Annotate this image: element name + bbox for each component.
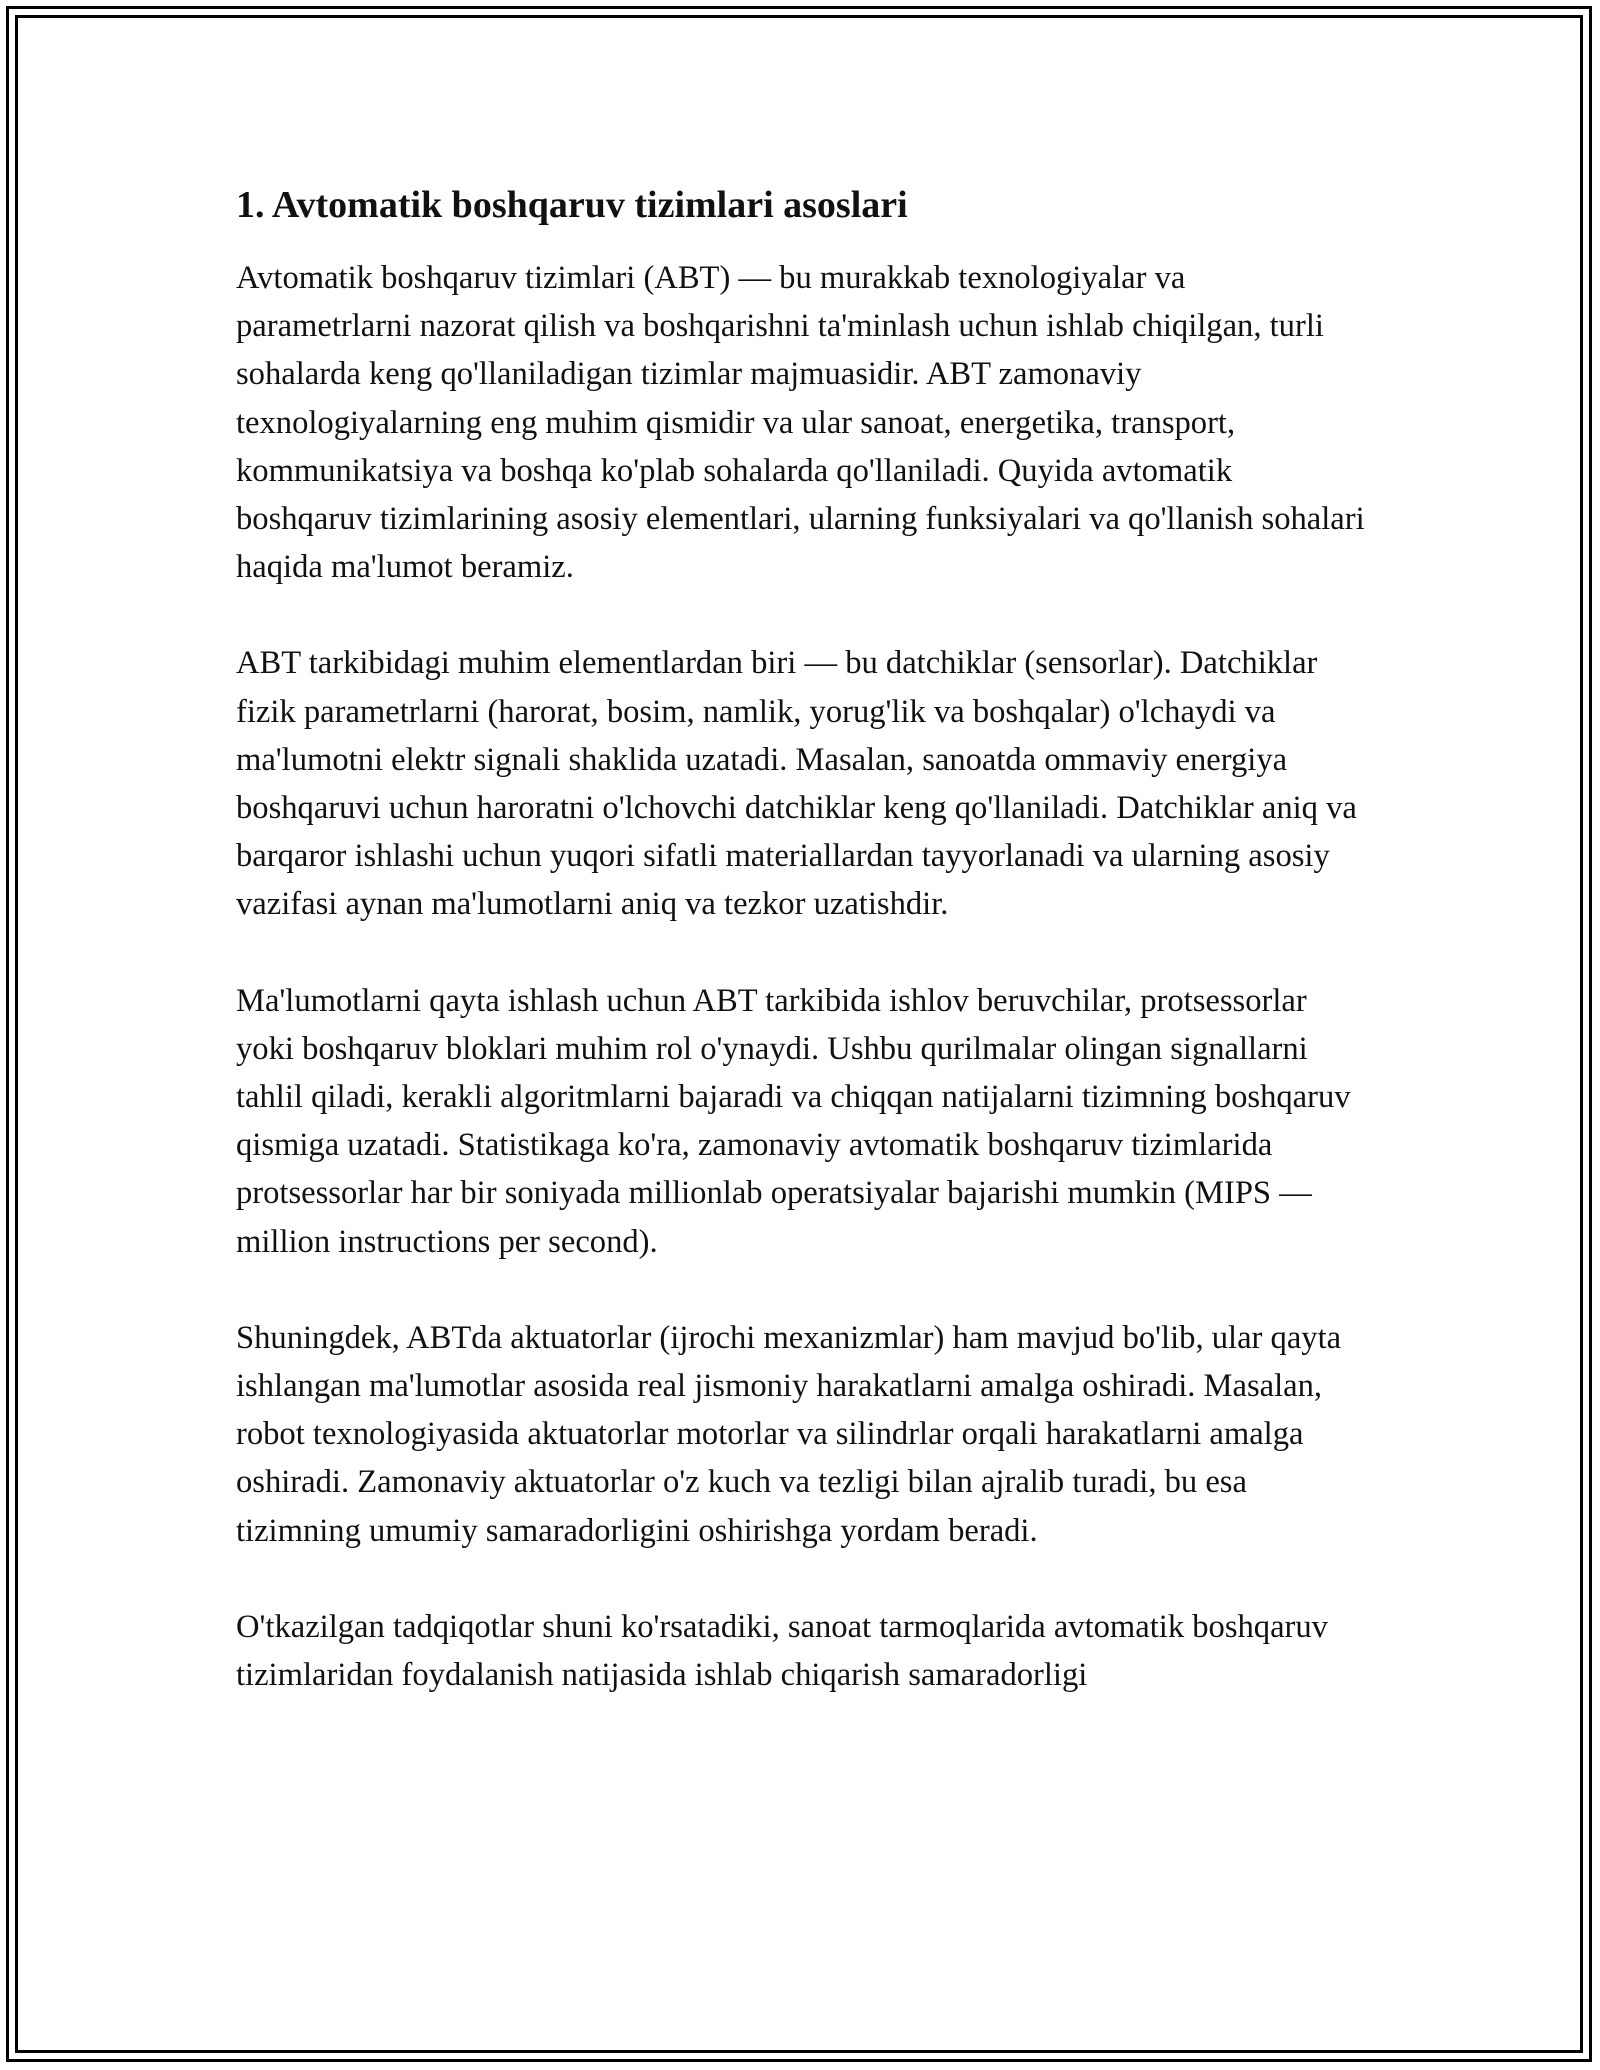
paragraph-research: O'tkazilgan tadqiqotlar shuni ko'rsatadiki, sanoat tarmoqlarida avtomatik boshqaruv tizimlaridan foydalanish natijasida ishlab chiqarish samaradorligi [236,1608,1328,1694]
paragraph-processors: Ma'lumotlarni qayta ishlash uchun ABT tarkibida ishlov beruvchilar, protsessorlar yoki boshqaruv bloklari muhim rol o'ynaydi. Ushbu qurilmalar olingan signallarni tahlil qiladi, kerakli algoritmlarni bajaradi va chiqqan natijalarni tizimning boshqaruv qismiga uzatadi. Statistikaga ko'ra, zamonaviy avtomatik boshqaruv tizimlarida protsessorlar har bir soniyada millionlab operatsiyalar bajarishi mumkin (MIPS — million instructions per second). [236,982,1351,1260]
paragraph-actuators: Shuningdek, ABTda aktuatorlar (ijrochi mexanizmlar) ham mavjud bo'lib, ular qayta ishlangan ma'lumotlar asosida real jismoniy harakatlarni amalga oshiradi. Masalan, robot texnologiyasida aktuatorlar motorlar va silindrlar orqali harakatlarni amalga oshiradi. Zamonaviy aktuatorlar o'z kuch va tezligi bilan ajralib turadi, bu esa tizimning umumiy samaradorligini oshirishga yordam beradi. [236,1319,1342,1549]
paragraph-sensors: ABT tarkibidagi muhim elementlardan biri — bu datchiklar (sensorlar). Datchiklar fizik parametrlarni (harorat, bosim, namlik, yorug'lik va boshqalar) o'lchaydi va ma'lumotni elektr signali shaklida uzatadi. Masalan, sanoatda ommaviy energiya boshqaruvi uchun haroratni o'lchovchi datchiklar keng qo'llaniladi. Datchiklar aniq va barqaror ishlashi uchun yuqori sifatli materiallardan tayyorlanadi va ularning asosiy vazifasi aynan ma'lumotlarni aniq va tezkor uzatishdir. [236,645,1357,923]
paragraph-intro: Avtomatik boshqaruv tizimlari (ABT) — bu murakkab texnologiyalar va parametrlarni nazorat qilish va boshqarishni ta'minlash uchun ishlab chiqilgan, turli sohalarda keng qo'llaniladigan tizimlar majmuasidir. ABT zamonaviy texnologiyalarning eng muhim qismidir va ular sanoat, energetika, transport, kommunikatsiya va boshqa ko'plab sohalarda qo'llaniladi. Quyida avtomatik boshqaruv tizimlarining asosiy elementlari, ularning funksiyalari va qo'llanish sohalari haqida ma'lumot beramiz. [236,260,1365,586]
document-body [236,182,1366,1747]
section-heading: 1. Avtomatik boshqaruv tizimlari asoslari [236,184,908,226]
